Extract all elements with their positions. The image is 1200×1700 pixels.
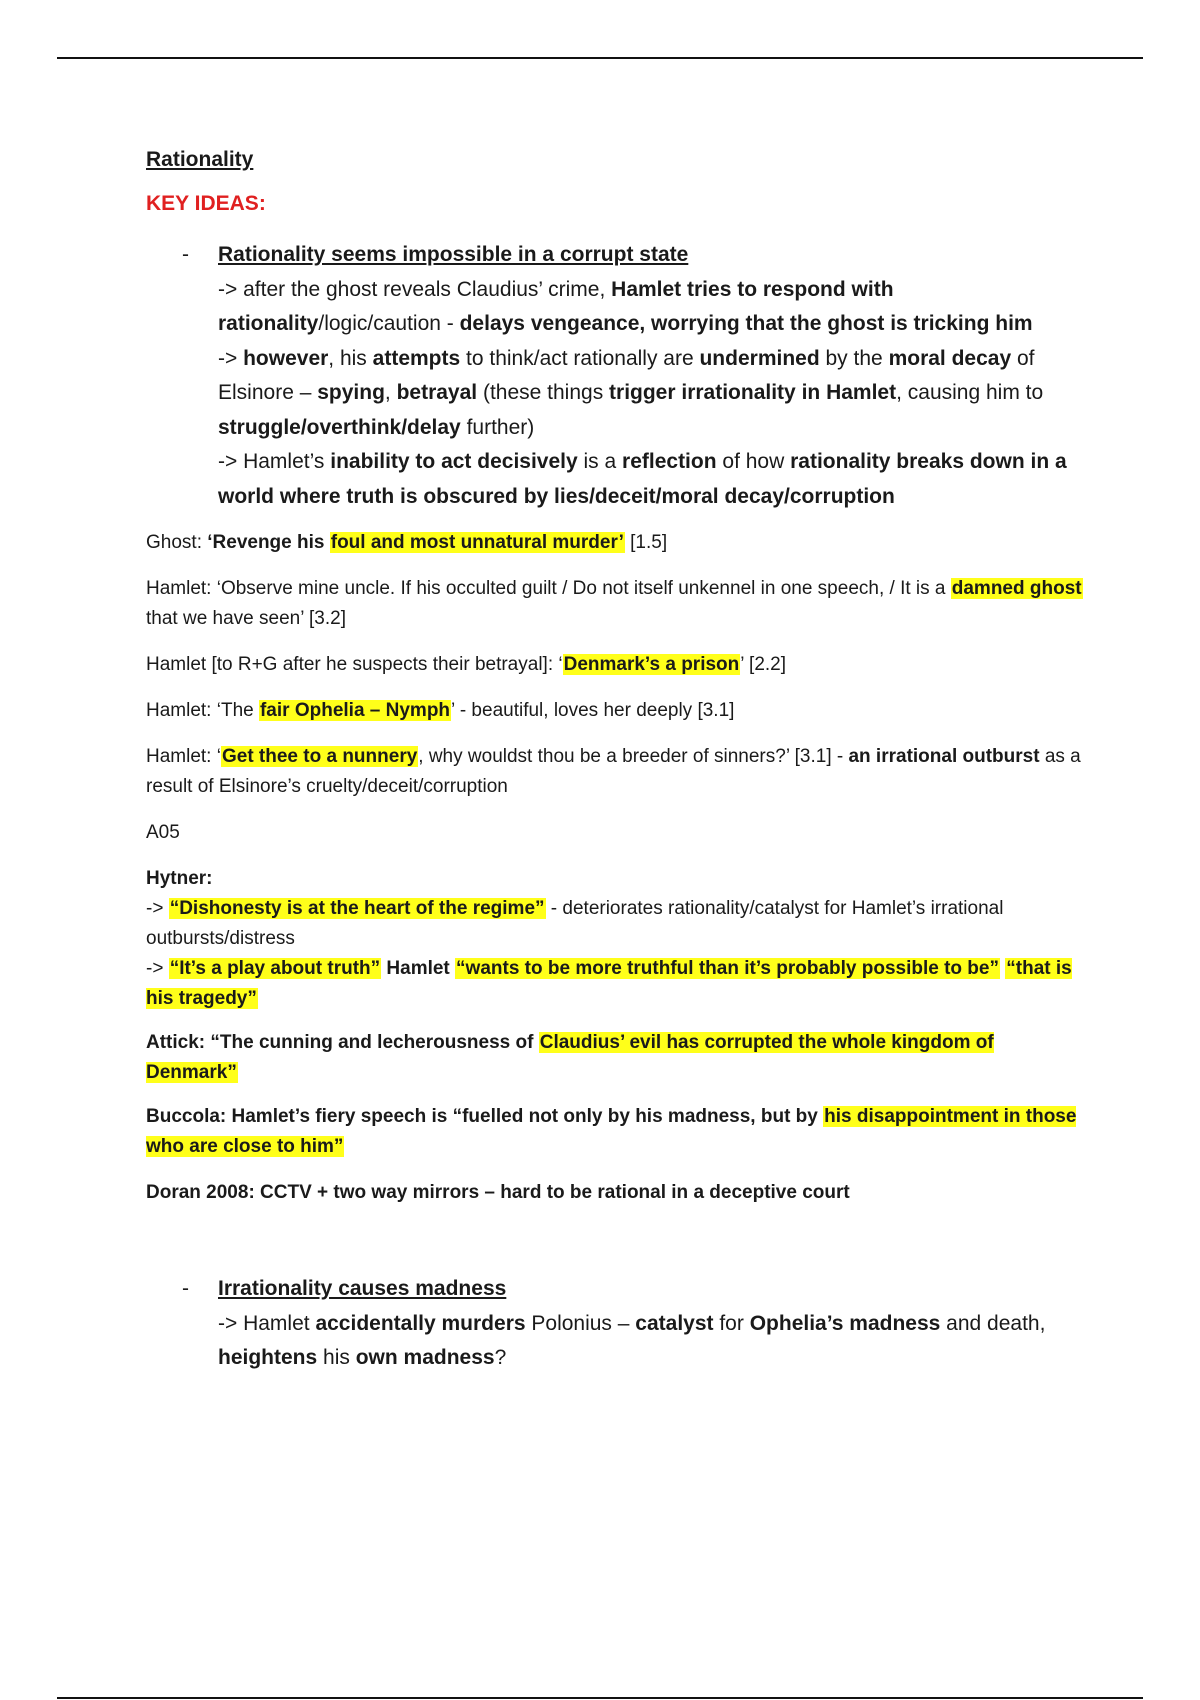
highlight: fair Ophelia – Nymph	[259, 700, 451, 721]
highlight: Denmark’s a prison	[563, 654, 740, 675]
section-heading: Rationality	[146, 148, 254, 171]
bullet-dash: -	[182, 243, 189, 266]
key-ideas-label: KEY IDEAS:	[146, 192, 266, 215]
highlight: “It’s a play about truth”	[169, 958, 381, 979]
bullet-irrationality	[146, 1272, 1086, 1376]
highlight: “that is his tragedy”	[146, 958, 1072, 1009]
quote-fair-ophelia: Hamlet: ‘The fair Ophelia – Nymph’ - beautiful, loves her deeply [3.1]	[146, 700, 735, 721]
highlight: his disappointment in those who are close to him”	[146, 1106, 1077, 1157]
critic-attick: Attick: “The cunning and lecherousness of Claudius’ evil has corrupted the whole kingdom of Denmark”	[146, 1032, 994, 1083]
bullet-paragraph: -> Hamlet accidentally murders Polonius – catalyst for Ophelia’s madness and death, heightens his own madness?	[218, 1311, 1046, 1369]
bullet-paragraph: -> however, his attempts to think/act rationally are undermined by the moral decay of Elsinore – spying, betrayal (these things trigger irrationality in Hamlet, causing him to struggle/overthink/delay further)	[218, 346, 1044, 439]
critic-hytner: Hytner: -> “Dishonesty is at the heart of the regime” - deteriorates rationality/catalyst for Hamlet’s irrational outbursts/distress -> “It’s a play about truth” Hamlet “wants to be more truthful than it’s probably possible to be” “that is his tragedy”	[146, 868, 1072, 1009]
bullet-rationality	[146, 238, 1086, 514]
bullet-dash: -	[182, 1277, 189, 1300]
critic-doran: Doran 2008: CCTV + two way mirrors – hard to be rational in a deceptive court	[146, 1182, 850, 1203]
bullet-paragraph: -> Hamlet’s inability to act decisively is a reflection of how rationality breaks down in a world where truth is obscured by lies/deceit/moral decay/corruption	[218, 450, 1067, 508]
critic-name: Hytner:	[146, 868, 213, 889]
highlight: Claudius’ evil has corrupted the whole kingdom of Denmark”	[146, 1032, 994, 1083]
highlight: damned ghost	[951, 578, 1082, 599]
quote-ghost: Ghost: ‘Revenge his foul and most unnatural murder’ [1.5]	[146, 532, 668, 553]
bullet-heading: Irrationality causes madness	[218, 1277, 507, 1300]
critic-buccola: Buccola: Hamlet’s fiery speech is “fuelled not only by his madness, but by his disappointment in those who are close to him”	[146, 1106, 1077, 1157]
top-rule	[57, 57, 1143, 59]
bullet-paragraph: -> after the ghost reveals Claudius’ crime, Hamlet tries to respond with rationality/logic/caution - delays vengeance, worrying that the ghost is tricking him	[218, 277, 1033, 335]
highlight: foul and most unnatural murder’	[330, 532, 624, 553]
quote-hamlet-ghost: Hamlet: ‘Observe mine uncle. If his occulted guilt / Do not itself unkennel in one speech, / It is a damned ghost that we have seen’ [3.2]	[146, 578, 1082, 629]
highlight: Get thee to a nunnery	[221, 746, 418, 767]
quote-denmark-prison: Hamlet [to R+G after he suspects their betrayal]: ‘Denmark’s a prison’ [2.2]	[146, 654, 787, 675]
ao5-label: A05	[146, 822, 180, 843]
highlight: “Dishonesty is at the heart of the regime”	[169, 898, 545, 919]
quote-nunnery: Hamlet: ‘Get thee to a nunnery, why wouldst thou be a breeder of sinners?’ [3.1] - an irrational outburst as a result of Elsinore’s cruelty/deceit/corruption	[146, 746, 1081, 797]
bottom-rule	[57, 1697, 1143, 1699]
highlight: “wants to be more truthful than it’s probably possible to be”	[456, 958, 999, 979]
bullet-heading: Rationality seems impossible in a corrupt state	[218, 243, 689, 266]
document-body	[146, 144, 1086, 1376]
